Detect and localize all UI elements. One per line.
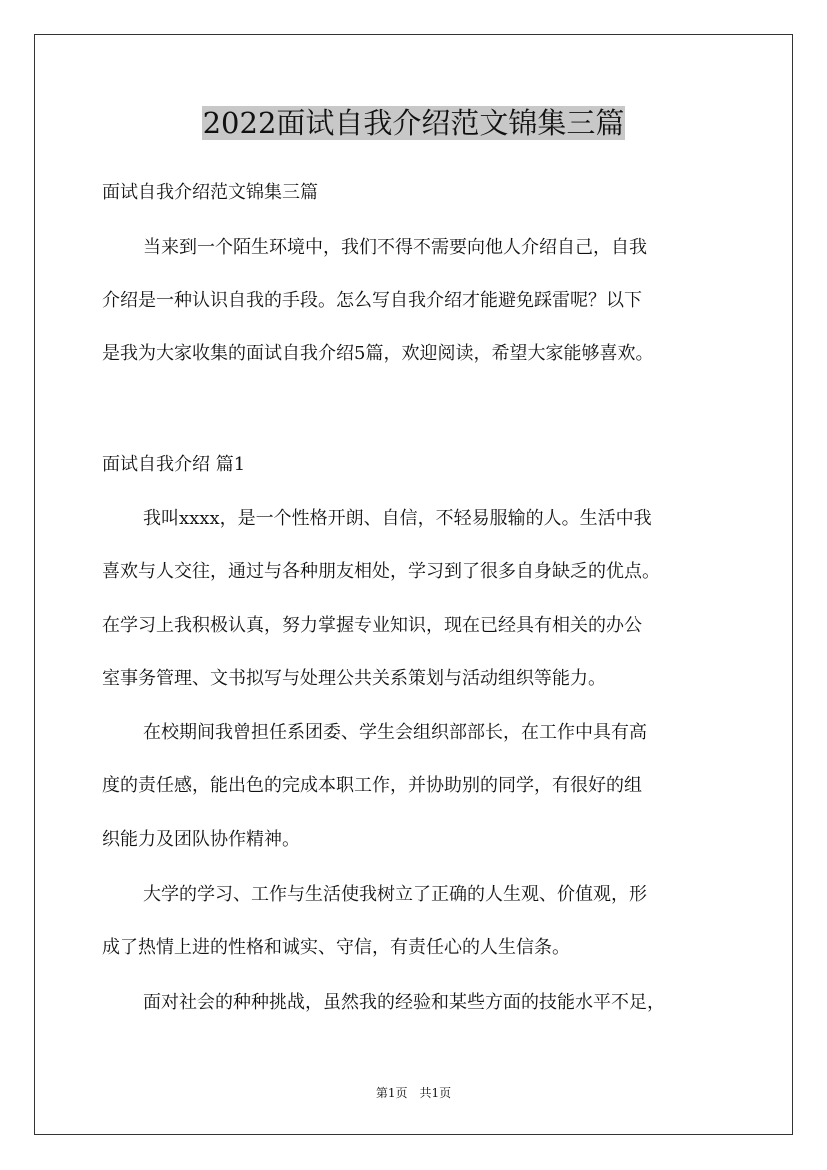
paragraph-line: 室事务管理、文书拟写与处理公共关系策划与活动组织等能力。 bbox=[102, 668, 606, 689]
paragraph-line: 面对社会的种种挑战，虽然我的经验和某些方面的技能水平不足， bbox=[143, 992, 665, 1013]
paragraph-line: 在学习上我积极认真，努力掌握专业知识，现在已经具有相关的办公 bbox=[102, 615, 642, 636]
paragraph-line: 喜欢与人交往，通过与各种朋友相处，学习到了很多自身缺乏的优点。 bbox=[102, 561, 660, 582]
paragraph-line: 织能力及团队协作精神。 bbox=[102, 829, 300, 850]
paragraph-line: 成了热情上进的性格和诚实、守信，有责任心的人生信条。 bbox=[102, 937, 570, 958]
paragraph-line: 是我为大家收集的面试自我介绍5篇，欢迎阅读，希望大家能够喜欢。 bbox=[102, 343, 654, 364]
paragraph-line: 大学的学习、工作与生活使我树立了正确的人生观、价值观，形 bbox=[143, 884, 647, 905]
paragraph-line: 介绍是一种认识自我的手段。怎么写自我介绍才能避免踩雷呢？以下 bbox=[102, 290, 642, 311]
subtitle-line: 面试自我介绍范文锦集三篇 bbox=[102, 182, 318, 203]
page-footer: 第1页 共1页 bbox=[375, 1086, 452, 1100]
paragraph-line: 我叫xxxx，是一个性格开朗、自信，不轻易服输的人。生活中我 bbox=[143, 508, 652, 529]
paragraph-line: 度的责任感，能出色的完成本职工作，并协助别的同学，有很好的组 bbox=[102, 775, 642, 796]
document-title-text: 2022面试自我介绍范文锦集三篇 bbox=[202, 106, 625, 140]
document-title bbox=[0, 104, 827, 142]
paragraph-line: 当来到一个陌生环境中，我们不得不需要向他人介绍自己，自我 bbox=[143, 237, 647, 258]
paragraph-line: 在校期间我曾担任系团委、学生会组织部部长，在工作中具有高 bbox=[143, 722, 647, 743]
section-heading: 面试自我介绍 篇1 bbox=[102, 454, 246, 475]
